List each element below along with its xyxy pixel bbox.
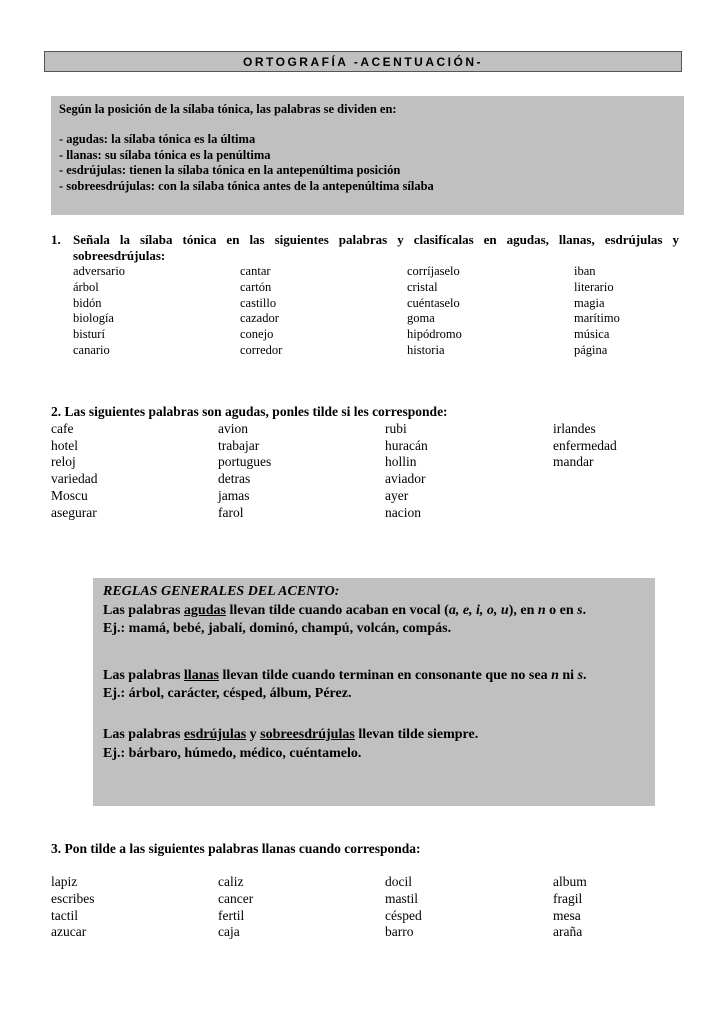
word-cell: corríjaselo — [407, 264, 460, 278]
rule-llanas: Las palabras llanas llevan tilde cuando terminan en consonante que no sea n ni s. — [103, 667, 587, 683]
exercise-number: 1. — [51, 232, 61, 247]
word-cell: cancer — [218, 890, 254, 906]
exercise-2 — [51, 404, 691, 522]
word-cell: escribes — [51, 890, 95, 906]
word-cell: asegurar — [51, 504, 97, 520]
word-cell: cartón — [240, 279, 272, 294]
rule-llanas-example: Ej.: árbol, carácter, césped, álbum, Pérez. — [103, 686, 352, 702]
word-cell: árbol — [73, 279, 99, 294]
page-title: ORTOGRAFÍA -ACENTUACIÓN- — [44, 51, 682, 72]
intro-item: - llanas: su sílaba tónica es la penúltima — [59, 147, 271, 162]
word-cell: cantar — [240, 264, 271, 278]
word-cell: Moscu — [51, 487, 88, 503]
rules-title: REGLAS GENERALES DEL ACENTO: — [103, 584, 340, 599]
word-cell: castillo — [240, 295, 277, 310]
word-cell: mastil — [385, 890, 418, 906]
word-cell: canario — [73, 342, 110, 357]
word-cell: bidón — [73, 295, 102, 310]
word-cell: mandar — [553, 454, 594, 470]
word-cell: historia — [407, 342, 445, 357]
word-cell: goma — [407, 311, 435, 326]
word-cell: avion — [218, 420, 248, 436]
word-cell: aviador — [385, 471, 426, 487]
word-cell: nacion — [385, 504, 421, 520]
rule-agudas-example: Ej.: mamá, bebé, jabalí, dominó, champú, volcán, compás. — [103, 621, 452, 637]
exercise-2-heading: 2. Las siguientes palabras son agudas, ponles tilde si les corresponde: — [51, 404, 448, 419]
intro-item: - esdrújulas: tienen la sílaba tónica en la antepenúltima posición — [59, 163, 401, 178]
intro-box — [51, 96, 684, 215]
exercise-3-heading: 3. Pon tilde a las siguientes palabras llanas cuando corresponda: — [51, 841, 421, 856]
exercise-2-word-grid — [51, 421, 691, 522]
term-esdrujulas: esdrújulas — [183, 726, 247, 742]
intro-item: - agudas: la sílaba tónica es la última — [59, 132, 256, 147]
word-cell: música — [574, 327, 610, 342]
word-cell: marítimo — [574, 311, 620, 326]
intro-lead: Según la posición de la sílaba tónica, las palabras se dividen en: — [59, 102, 397, 116]
word-cell: trabajar — [218, 437, 260, 453]
word-cell: araña — [553, 924, 583, 940]
word-cell: fertil — [218, 907, 245, 923]
exercise-1 — [51, 232, 679, 359]
word-cell — [553, 505, 683, 522]
word-cell: biología — [73, 311, 114, 326]
word-cell: portugues — [218, 454, 272, 470]
exercise-3-word-grid — [51, 874, 691, 941]
word-cell: enfermedad — [553, 437, 617, 453]
word-cell: docil — [385, 874, 412, 889]
word-cell: página — [574, 342, 608, 357]
word-cell: conejo — [240, 327, 274, 342]
word-cell: bisturí — [73, 327, 105, 342]
intro-item: - sobreesdrújulas: con la sílaba tónica antes de la antepenúltima sílaba — [59, 178, 434, 193]
exercise-1-word-grid — [73, 264, 679, 359]
word-cell: cuéntaselo — [407, 295, 460, 310]
word-cell: variedad — [51, 471, 98, 487]
word-cell: cristal — [407, 279, 438, 294]
word-cell: cazador — [240, 311, 279, 326]
word-cell: cafe — [51, 420, 74, 436]
word-cell: adversario — [73, 264, 126, 278]
word-cell: tactil — [51, 907, 78, 923]
word-cell: irlandes — [553, 420, 596, 436]
word-cell: literario — [574, 279, 614, 294]
exercise-1-heading-line2: sobreesdrújulas: — [73, 248, 166, 263]
word-cell: farol — [218, 504, 244, 520]
term-agudas: agudas — [183, 602, 226, 618]
word-cell: hotel — [51, 437, 78, 453]
word-cell — [553, 471, 683, 488]
exercise-1-heading-line1: Señala la sílaba tónica en las siguientes palabras y clasifícalas en agudas, llanas, esdrújulas y — [73, 232, 679, 247]
word-cell: magia — [574, 295, 605, 310]
word-cell: barro — [385, 924, 414, 940]
word-cell: reloj — [51, 454, 76, 470]
rule-agudas: Las palabras agudas llevan tilde cuando acaban en vocal (a, e, i, o, u), en n o en s. — [103, 602, 587, 618]
word-cell: corredor — [240, 342, 283, 357]
term-llanas: llanas — [183, 667, 219, 683]
exercise-3 — [51, 840, 691, 941]
word-cell: césped — [385, 907, 422, 923]
word-cell — [553, 488, 683, 505]
word-cell: hollin — [385, 454, 417, 470]
rules-box — [93, 578, 655, 806]
word-cell: hipódromo — [407, 327, 462, 342]
exercise-1-heading — [51, 232, 679, 248]
word-cell: ayer — [385, 487, 409, 503]
word-cell: mesa — [553, 907, 581, 923]
word-cell: caliz — [218, 874, 244, 889]
rule-esdrujulas-example: Ej.: bárbaro, húmedo, médico, cuéntamelo. — [103, 745, 362, 761]
word-cell: azucar — [51, 924, 87, 940]
word-cell: jamas — [218, 487, 250, 503]
word-cell: iban — [574, 264, 596, 278]
word-cell: detras — [218, 471, 251, 487]
term-sobreesdrujulas: sobreesdrújulas — [260, 726, 355, 742]
word-cell: album — [553, 874, 587, 889]
word-cell: huracán — [385, 437, 428, 453]
word-cell: lapiz — [51, 874, 78, 889]
rule-esdrujulas: Las palabras esdrújulas y sobreesdrújulas llevan tilde siempre. — [103, 726, 479, 742]
word-cell: rubi — [385, 420, 407, 436]
word-cell: caja — [218, 924, 240, 940]
word-cell: fragil — [553, 890, 583, 906]
